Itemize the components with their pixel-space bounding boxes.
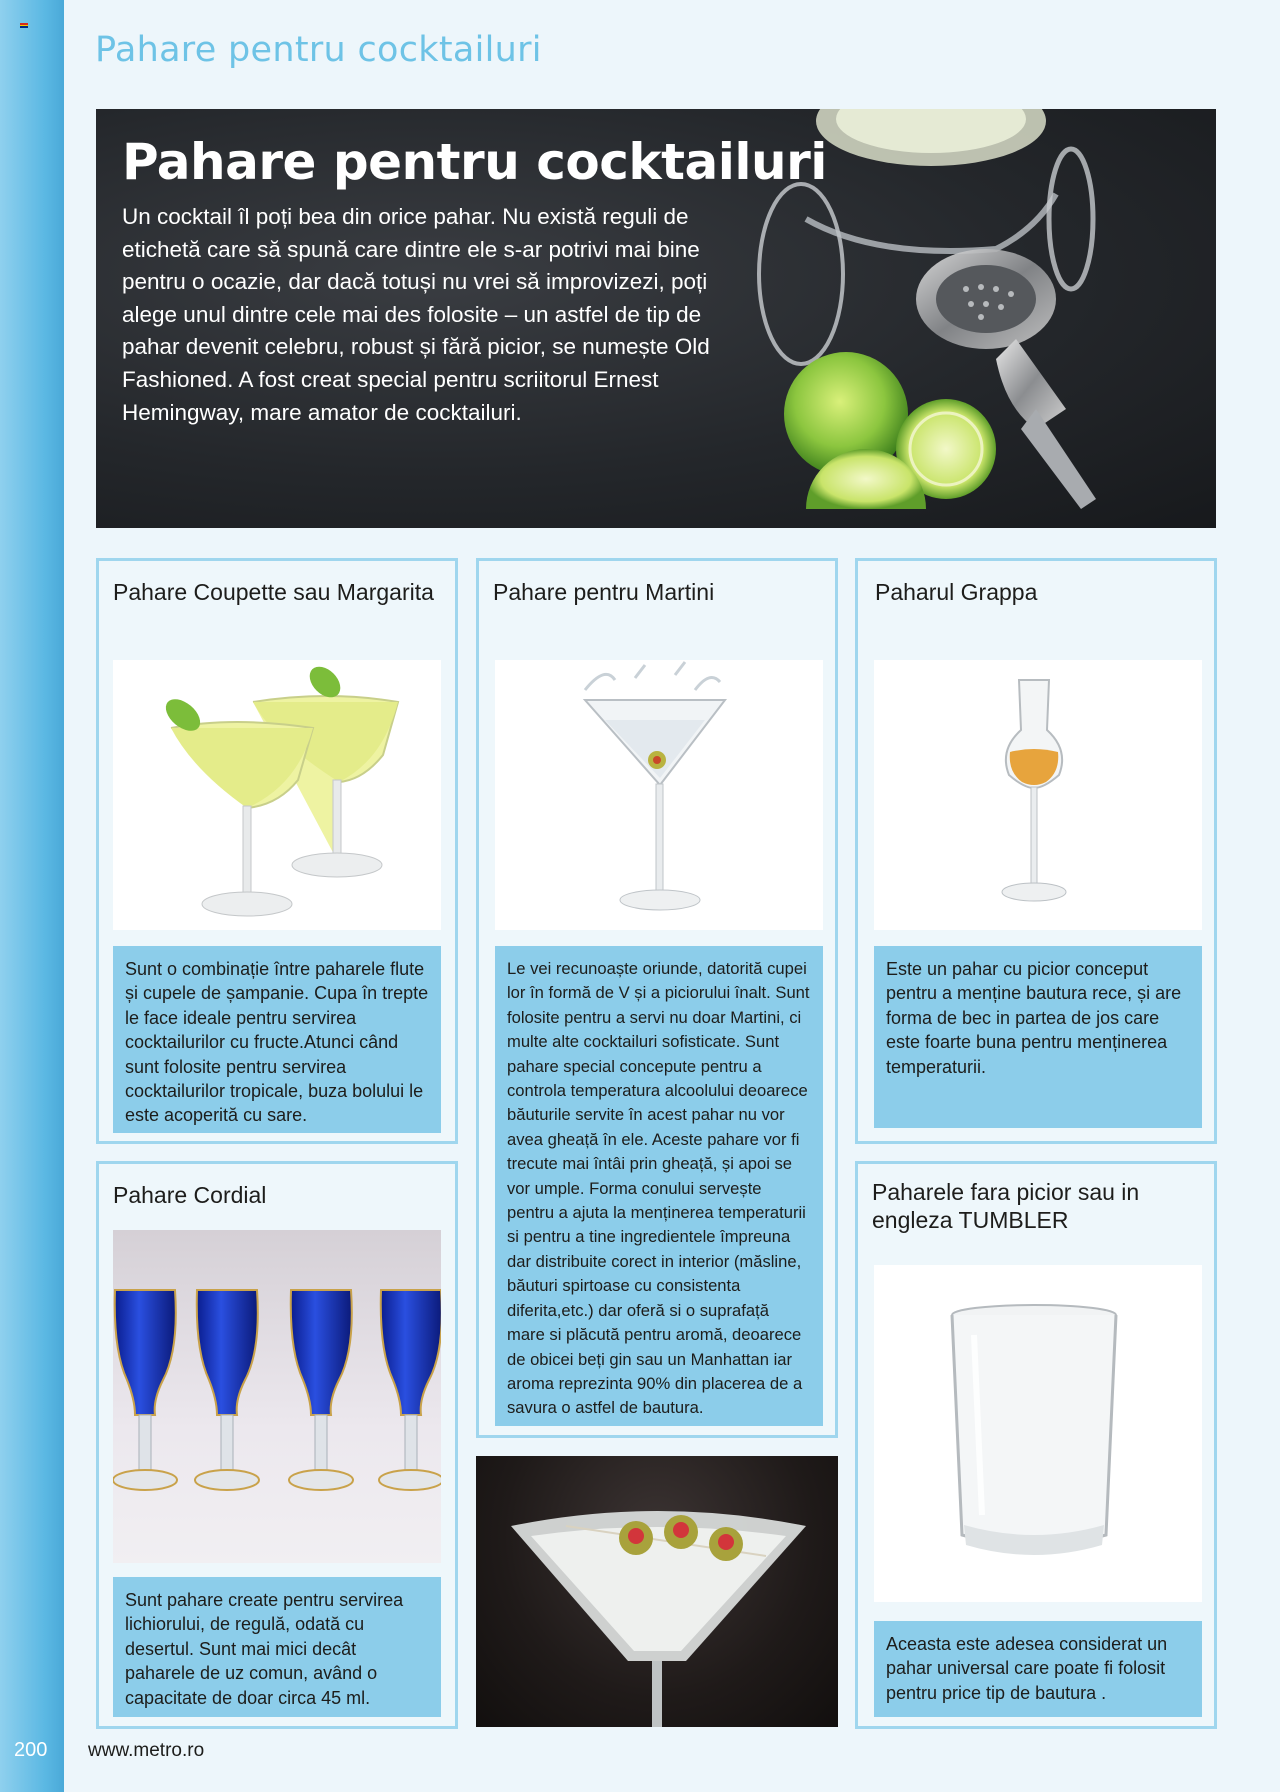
- card-title: Pahare Coupette sau Margarita: [113, 579, 434, 605]
- card-text: Le vei recunoaște oriunde, datorită cupei lor în formă de V și a piciorului înalt. Sunt folosite pentru a servi nu doar Martini, ci multe alte cocktailuri sofisticate. Sunt pahare special concepute pentru a controla temperatura alcoolului deoarece băuturile servite în acest pahar nu vor avea gheață în ele. Aceste pahare vor fi trecute mai întâi prin gheață, și apoi se vor umple. Forma conului servește pentru a ajuta la menținerea temperaturii si pentru a tine ingredientele împreuna dar distribuite corect in interior (măsline, băuturi spirtoase cu consistenta diferita,etc.) dar oferă si o suprafață mare si plăcută pentru aromă, deoarece de obicei beți gin sau un Manhattan iar aroma reprezinta 90% din placerea de a savura o astfel de bautura.: [495, 946, 823, 1426]
- card-text: Sunt pahare create pentru servirea lichiorului, de regulă, odată cu desertul. Sunt mai mici decât paharele de uz comun, având o capacitate de doar circa 45 ml.: [113, 1577, 441, 1717]
- page-title: Pahare pentru cocktailuri: [95, 30, 542, 70]
- romania-flag-icon: [20, 23, 28, 28]
- card-tumbler: [855, 1161, 1217, 1729]
- cordial-glasses-image: [113, 1230, 441, 1563]
- card-title: Pahare Cordial: [113, 1182, 267, 1208]
- card-martini: [476, 558, 838, 1438]
- card-text: Sunt o combinație între paharele flute și cupele de șampanie. Cupa în trepte le face ideale pentru servirea cocktailurilor cu fructe.Atunci când sunt folosite pentru servirea cocktailurilor tropicale, buza bolului le este acoperită cu sare.: [113, 946, 441, 1133]
- grappa-glass-image: [874, 660, 1202, 930]
- page-number: 200: [14, 1739, 48, 1761]
- page-sidebar: [0, 0, 64, 1792]
- tumbler-glass-image: [874, 1265, 1202, 1602]
- hero-banner: [96, 109, 1216, 528]
- hero-title: Pahare pentru cocktailuri: [122, 133, 827, 191]
- margarita-glass-image: [113, 660, 441, 930]
- card-margarita: [96, 558, 458, 1144]
- card-title: Pahare pentru Martini: [493, 579, 715, 605]
- martini-glass-image: [495, 660, 823, 930]
- martini-olives-photo: [476, 1456, 838, 1727]
- hero-text: Un cocktail îl poți bea din orice pahar. Nu există reguli de etichetă care să spună care dintre ele s-ar potrivi mai bine pentru o ocazie, dar dacă totuși nu vrei să improvizezi, poți alege unul dintre cele mai des folosite – un astfel de tip de pahar devenit celebru, robust și fără picior, se numește Old Fashioned. A fost creat special pentru scriitorul Ernest Hemingway, mare amator de cocktailuri.: [122, 204, 710, 425]
- card-text: Aceasta este adesea considerat un pahar universal care poate fi folosit pentru price tip de bautura .: [874, 1621, 1202, 1717]
- card-cordial: [96, 1161, 458, 1729]
- footer-website-link[interactable]: www.metro.ro: [88, 1740, 205, 1761]
- card-title: Paharele fara picior sau in engleza TUMBLER: [872, 1179, 1140, 1233]
- card-grappa: [855, 558, 1217, 1144]
- card-title: Paharul Grappa: [875, 579, 1038, 605]
- card-text: Este un pahar cu picior conceput pentru a menține bautura rece, și are forma de bec in partea de jos care este foarte buna pentru menținerea temperaturii.: [874, 946, 1202, 1128]
